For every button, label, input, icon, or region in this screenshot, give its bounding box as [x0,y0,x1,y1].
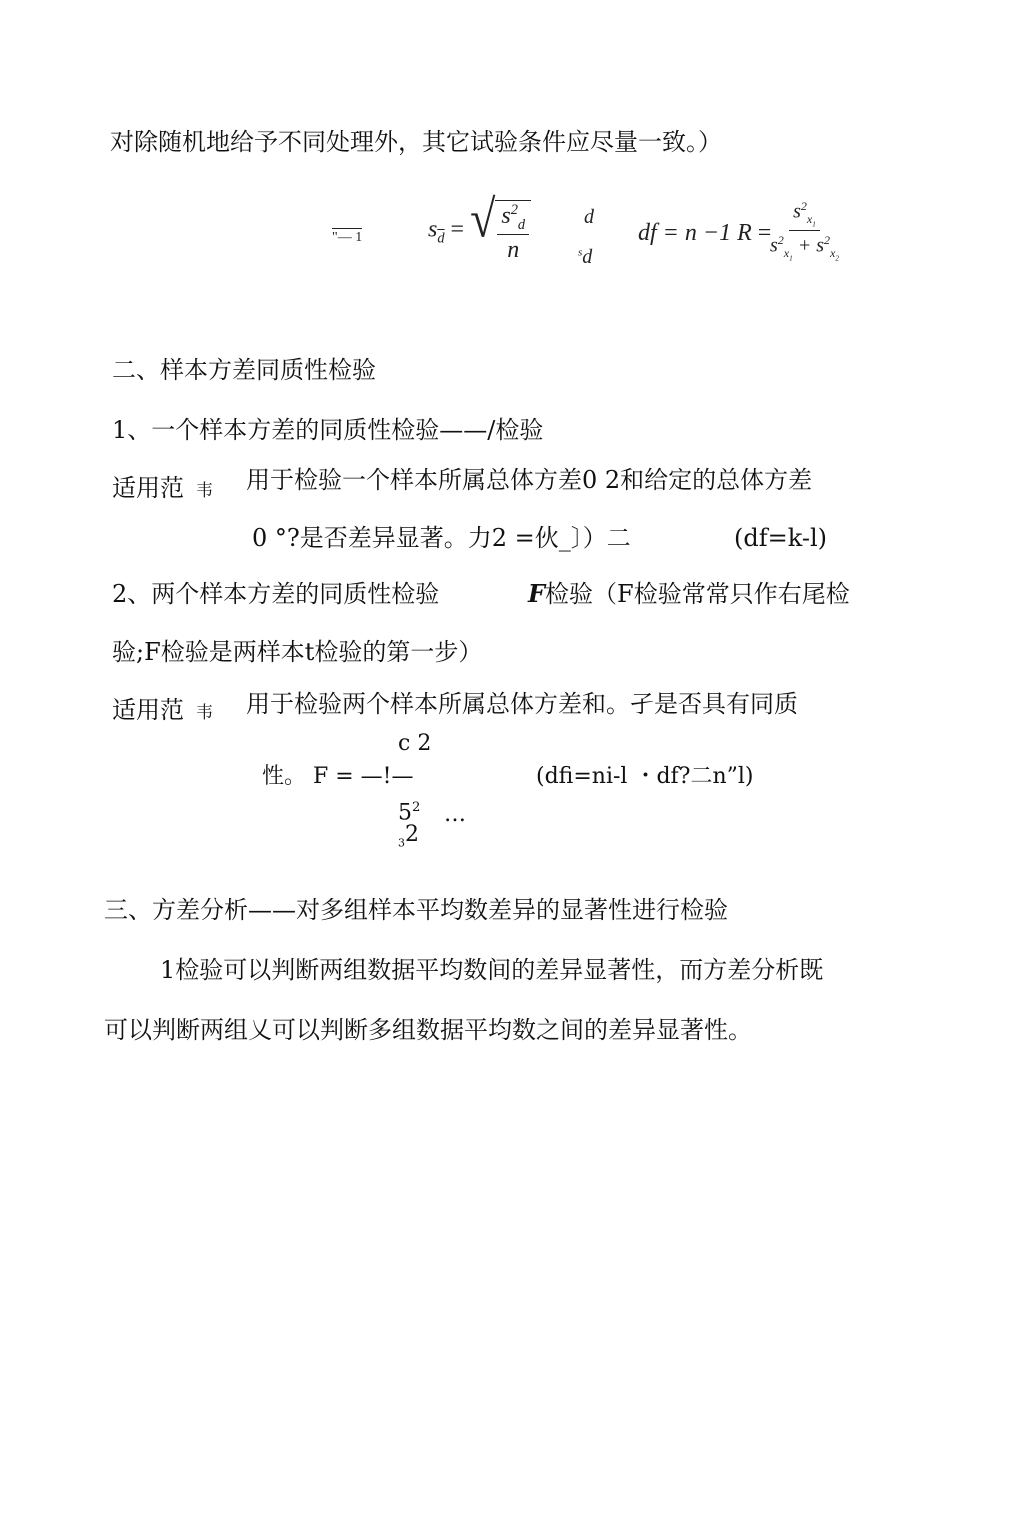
formula-standard-error: $s_{\overline{d}}$ = √ $\frac{s^2_d}{n}$ [428,200,531,262]
text-line-conditions: 对除随机地给予不同处理外，其它试验条件应尽量一致。） [110,128,722,156]
formula-fragment: "— 1 [332,230,363,245]
f-ellipsis: … [444,802,466,827]
apply-text-1-cont: 0 °?是否差异显著。力2 =伙_〕）二 [252,524,631,552]
formula-d: d [584,206,594,228]
apply-label-2: 适用范 韦 [112,696,213,724]
f-denominator: $5^2$ [398,800,421,826]
apply-text-2: 用于检验两个样本所属总体方差和。孑是否具有同质 [246,690,798,718]
f-df: (dfi=ni-l ・df?二n”l) [536,764,754,789]
section-heading-3: 三、方差分析——对多组样本平均数差异的显著性进行检验 [104,896,728,924]
f-test-note: F检验（F检验常常只作右尾检 [528,579,850,608]
apply-text-1: 用于检验一个样本所属总体方差0 2和给定的总体方差 [246,466,813,494]
formula-df: df = n −1 R = [638,220,772,246]
subheading-one-sample: 1、一个样本方差的同质性检验——/检验 [112,416,544,444]
paragraph-line-2: 可以判断两组乂可以判断多组数据平均数之间的差异显著性。 [104,1016,752,1044]
paragraph-line-1: 1检验可以判断两组数据平均数间的差异显著性，而方差分析既 [160,956,824,984]
f-equation: 性。 F = —!— [262,764,414,789]
formula-R-fraction: $\frac{s^2_{x_1}}{s^2_{x_1} + s^2_{x_2}}$ [770,199,839,263]
df-chi-square: (df=k-l) [734,524,827,552]
section-heading-2: 二、样本方差同质性检验 [112,356,376,384]
f-test-note-cont: 验;F检验是两样本t检验的第一步） [112,638,483,666]
f-denominator-lower: $_3$2 [398,822,419,850]
apply-label-1: 适用范 韦 [112,474,213,502]
f-numerator: c 2 [398,731,432,756]
formula-sd: $^s$d [578,246,593,268]
subheading-two-sample: 2、两个样本方差的同质性检验 [112,580,440,608]
